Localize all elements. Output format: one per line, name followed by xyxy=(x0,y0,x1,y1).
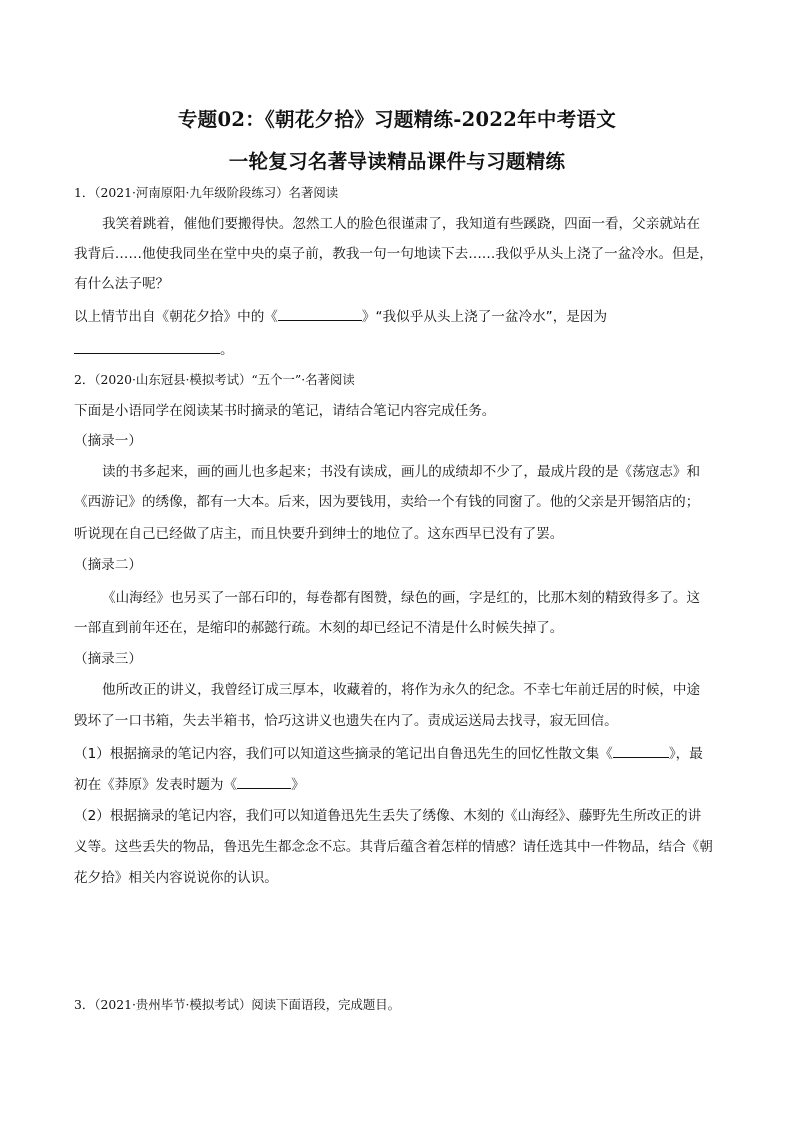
question-1-prompt xyxy=(74,306,607,327)
excerpt-1-line-3: 听说现在自己已经做了店主，而且快要升到绅士的地位了。这东西早已没有了罢。 xyxy=(74,526,564,542)
excerpt-2-line-1: 《山海经》也另买了一部石印的，每卷都有图赞，绿色的画，字是红的，比那木刻的精致得多了。这 xyxy=(102,590,701,606)
document-title-line-1: 专题02：《朝花夕拾》习题精练-2022年中考语文 xyxy=(177,108,617,131)
question-1-answer-line xyxy=(74,339,234,360)
task-1-text-b: 》，最 xyxy=(668,746,703,762)
excerpt-3-line-1: 他所改正的讲义，我曾经订成三厚本，收藏着的，将作为永久的纪念。不幸七年前迁居的时候，中途 xyxy=(102,682,701,698)
question-1-passage-line-1: 我笑着跳着，催他们要搬得快。忽然工人的脸色很谨肃了，我知道有些蹊跷，四面一看，父亲就站在 xyxy=(102,216,701,232)
question-2-header: 2．（2020·山东冠县·模拟考试）“五个一”·名著阅读 xyxy=(74,372,355,387)
excerpt-1-line-1: 读的书多起来，画的画儿也多起来；书没有读成，画儿的成绩却不少了，最成片段的是《荡寇志》和 xyxy=(102,464,701,480)
question-1-prompt-text-b: 》“我似乎从头上浇了一盆冷水”，是因为 xyxy=(361,309,608,325)
question-1-passage-line-2: 我背后……他使我同坐在堂中央的桌子前，教我一句一句地读下去……我似乎从头上浇了一盆冷水。但是， xyxy=(74,246,713,262)
question-3-header: 3．（2021·贵州毕节·模拟考试）阅读下面语段，完成题目。 xyxy=(74,997,401,1012)
question-2-intro: 下面是小语同学在阅读某书时摘录的笔记，请结合笔记内容完成任务。 xyxy=(74,403,496,419)
task-1-text-d: 》 xyxy=(291,777,305,793)
question-1-prompt-end: 。 xyxy=(220,342,234,358)
task-1-answer-blank-collection[interactable] xyxy=(613,743,669,758)
excerpt-3-label: （摘录三） xyxy=(74,651,142,667)
task-2-line-1: （2）根据摘录的笔记内容，我们可以知道鲁迅先生丢失了绣像、木刻的《山海经》、藤野先生所改正的讲 xyxy=(74,808,702,824)
excerpt-2-line-2: 一部直到前年还在，是缩印的郝懿行疏。木刻的却已经记不清是什么时候失掉了。 xyxy=(74,620,564,636)
excerpt-1-label: （摘录一） xyxy=(74,433,142,449)
task-2-line-2: 义等。这些丢失的物品，鲁迅先生都念念不忘。其背后蕴含着怎样的情感？请任选其中一件物品，结合《朝 xyxy=(74,839,713,855)
document-title-line-2: 一轮复习名著导读精品课件与习题精练 xyxy=(228,150,566,173)
task-1-line-2 xyxy=(74,774,305,795)
task-1-text-a: （1）根据摘录的笔记内容，我们可以知道这些摘录的笔记出自鲁迅先生的回忆性散文集《 xyxy=(74,746,613,762)
question-1-prompt-text-a: 以上情节出自《朝花夕拾》中的《 xyxy=(74,309,278,325)
task-2-line-3: 花夕拾》相关内容说说你的认识。 xyxy=(74,870,278,886)
question-1-passage-line-3: 有什么法子呢？ xyxy=(74,276,170,292)
task-1-answer-blank-original-title[interactable] xyxy=(237,774,291,789)
task-1-text-c: 初在《莽原》发表时题为《 xyxy=(74,777,238,793)
question-1-header: 1．（2021·河南原阳·九年级阶段练习）名著阅读 xyxy=(74,185,339,200)
excerpt-1-line-2: 《西游记》的绣像，都有一大本。后来，因为要钱用，卖给一个有钱的同窗了。他的父亲是开锡箔店的； xyxy=(74,494,700,510)
question-1-answer-blank-title[interactable] xyxy=(278,306,362,321)
task-1-line-1 xyxy=(74,743,703,764)
question-1-answer-blank-reason[interactable] xyxy=(74,339,220,354)
excerpt-3-line-2: 毁坏了一口书箱，失去半箱书，恰巧这讲义也遗失在内了。责成运送局去找寻，寂无回信。 xyxy=(74,713,618,729)
excerpt-2-label: （摘录二） xyxy=(74,557,142,573)
